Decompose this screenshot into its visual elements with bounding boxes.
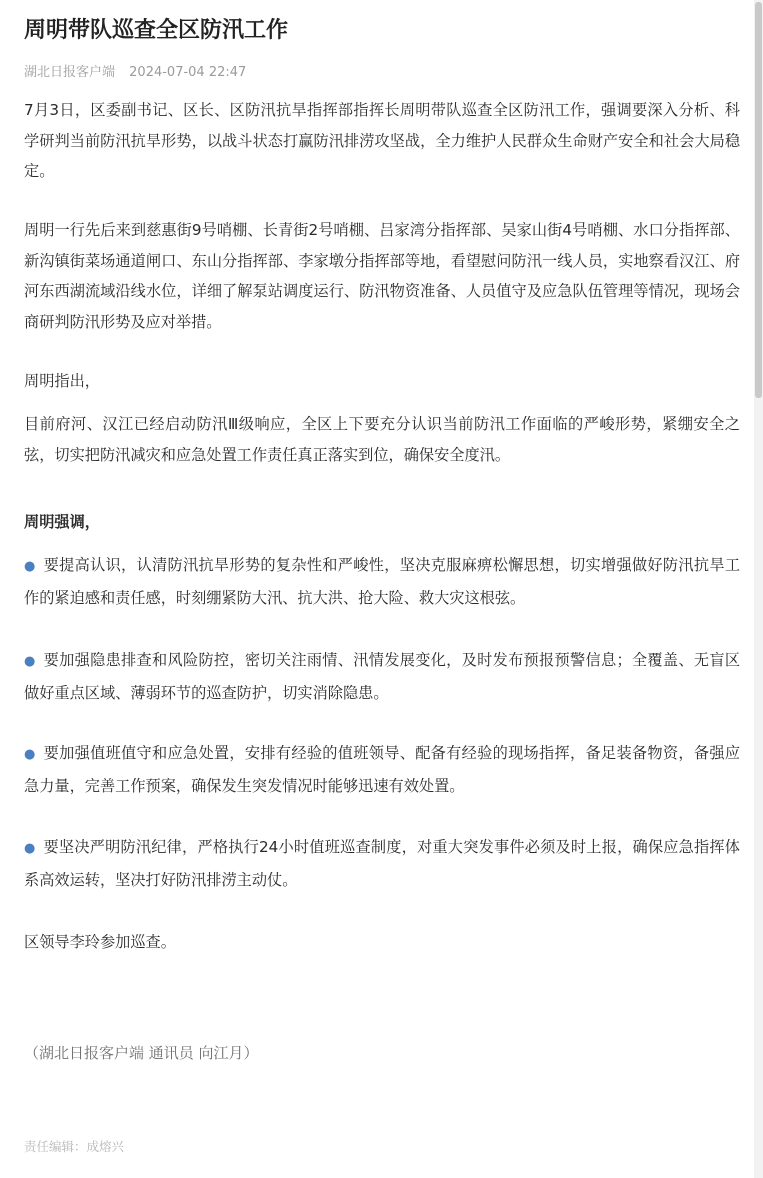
article-title: 周明带队巡查全区防汛工作	[24, 18, 289, 43]
bullet-text: 要坚决严明防汛纪律，严格执行24小时值班巡查制度，对重大突发事件必须及时上报，确保应急指挥体系高效运转，坚决打好防汛排涝主动仗。	[24, 838, 740, 889]
scrollbar-thumb[interactable]	[755, 2, 762, 398]
article-editor: 责任编辑：成熔兴	[24, 1139, 125, 1154]
bullet-dot-icon: ●	[24, 841, 36, 856]
article-datetime: 2024-07-04 22:47	[129, 65, 247, 80]
paragraph-pointed-out: 周明指出，	[24, 372, 100, 390]
article-source: 湖北日报客户端	[24, 65, 116, 80]
paragraph-response-level: 目前府河、汉江已经启动防汛Ⅲ级响应，全区上下要充分认识当前防汛工作面临的严峻形势，紧绷安全之弦，切实把防汛减灾和应急处置工作责任真正落实到位，确保安全度汛。	[24, 415, 740, 464]
paragraph-itinerary: 周明一行先后来到慈惠街9号哨棚、长青街2号哨棚、吕家湾分指挥部、吴家山街4号哨棚、水口分指挥部、新沟镇街菜场通道闸口、东山分指挥部、李家墩分指挥部等地，看望慰问防汛一线人员，实地察看汉江、府河东西湖流域沿线水位，详细了解泵站调度运行、防汛物资准备、人员值守及应急队伍管理等情况，现场会商研判防汛形势及应对举措。	[24, 221, 740, 331]
bullet-dot-icon: ●	[24, 654, 36, 669]
paragraph-emphasized: 周明强调，	[24, 513, 100, 531]
vertical-scrollbar[interactable]	[754, 0, 763, 1178]
bullet-text: 要提高认识，认清防汛抗旱形势的复杂性和严峻性，坚决克服麻痹松懈思想，切实增强做好防汛抗旱工作的紧迫感和责任感，时刻绷紧防大汛、抗大洪、抢大险、救大灾这根弦。	[24, 556, 741, 607]
bullet-item	[24, 550, 740, 613]
bullet-dot-icon: ●	[24, 559, 36, 574]
bullet-text: 要加强隐患排查和风险防控，密切关注雨情、汛情发展变化，及时发布预报预警信息；全覆盖、无盲区做好重点区域、薄弱环节的巡查防护，切实消除隐患。	[24, 651, 741, 702]
bullet-item	[24, 645, 740, 708]
bullet-dot-icon: ●	[24, 747, 36, 762]
paragraph-intro: 7月3日，区委副书记、区长、区防汛抗旱指挥部指挥长周明带队巡查全区防汛工作，强调要深入分析、科学研判当前防汛抗旱形势，以战斗状态打赢防汛排涝攻坚战，全力维护人民群众生命财产安全和社会大局稳定。	[24, 101, 740, 180]
article-byline: （湖北日报客户端 通讯员 向江月）	[24, 1044, 259, 1062]
bullet-item	[24, 738, 740, 801]
bullet-item	[24, 832, 740, 895]
paragraph-closing: 区领导李玲参加巡查。	[24, 933, 176, 951]
article-meta	[24, 63, 246, 83]
bullet-text: 要加强值班值守和应急处置，安排有经验的值班领导、配备有经验的现场指挥，备足装备物资，备强应急力量，完善工作预案，确保发生突发情况时能够迅速有效处置。	[24, 744, 741, 795]
